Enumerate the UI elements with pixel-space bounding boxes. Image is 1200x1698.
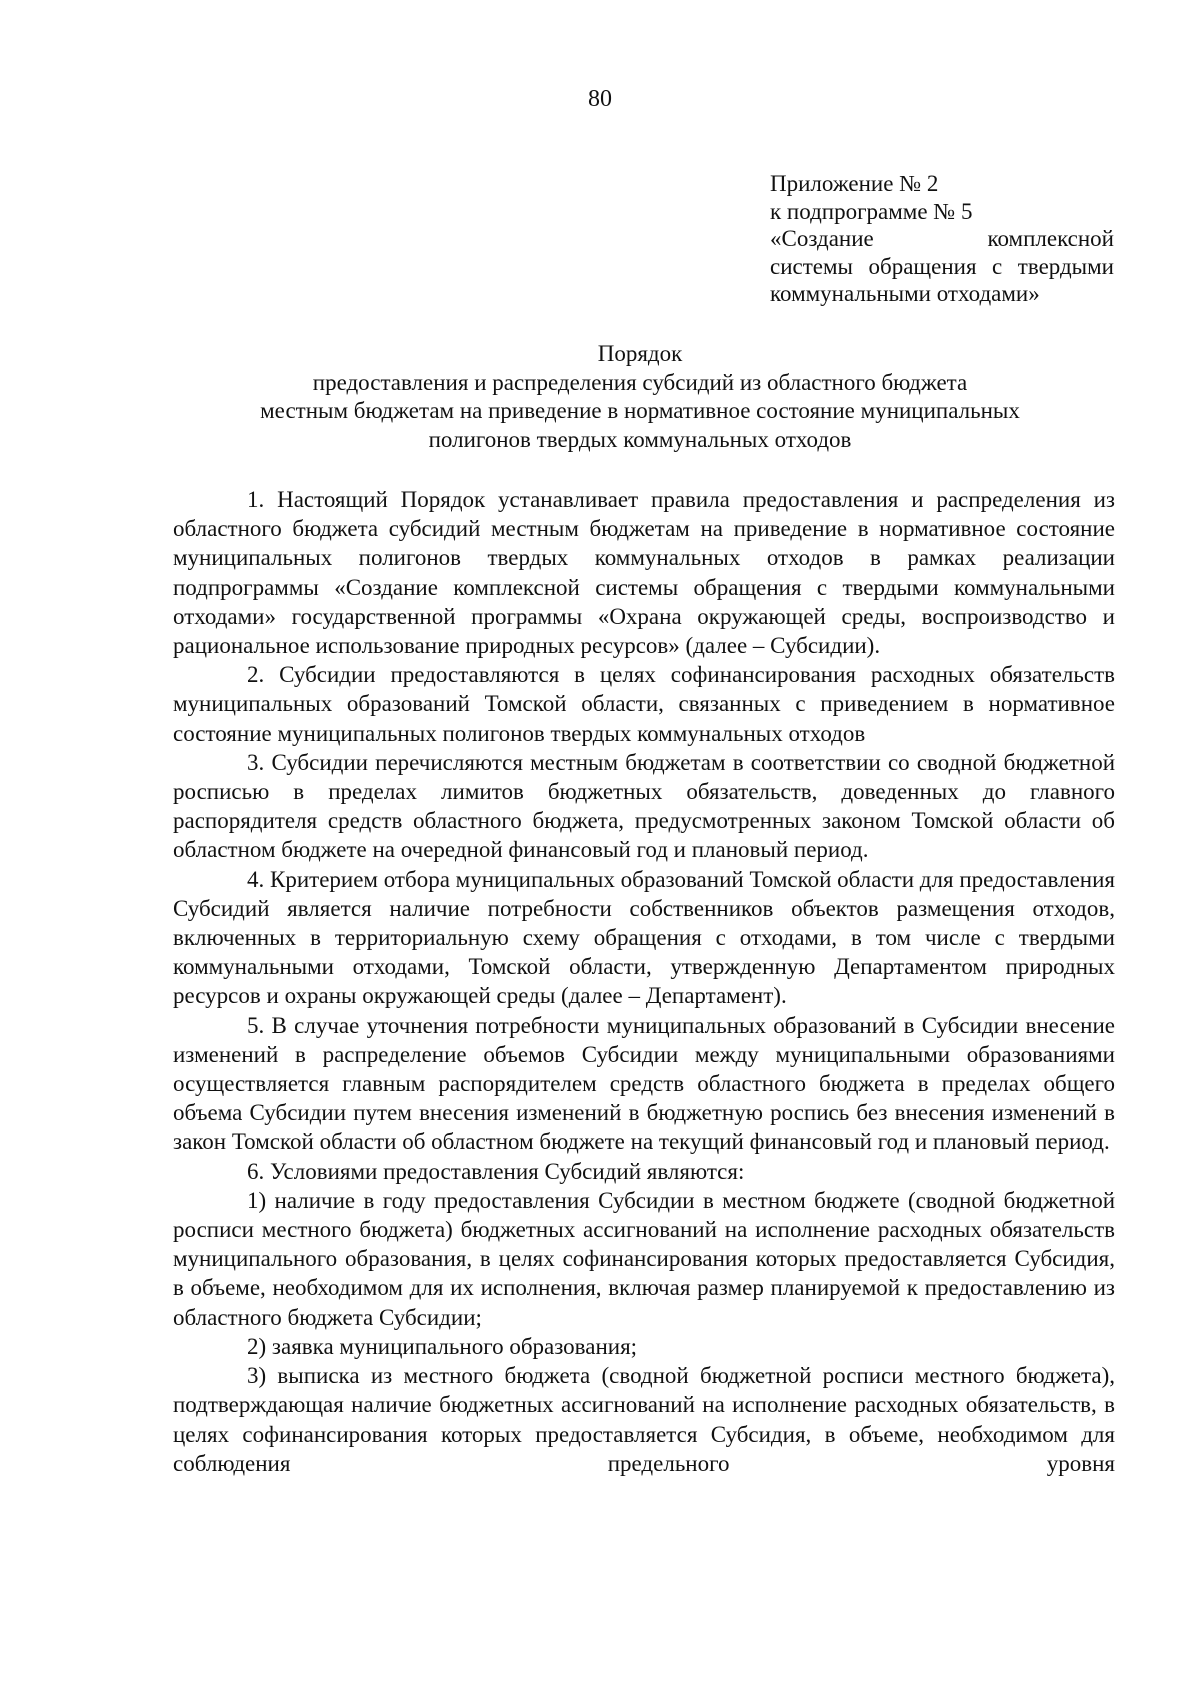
paragraph-1: 1. Настоящий Порядок устанавливает правила предоставления и распределения из областного бюджета субсидий местным бюджетам на приведение в нормативное состояние муниципальных полигонов твердых коммунальных отходов в рамках реализации подпрограммы «Создание комплексной системы обращения с твердыми коммунальными отходами» государственной программы «Охрана окружающей среды, воспроизводство и рациональное использование природных ресурсов» (далее – Субсидии). [173,487,1115,659]
paragraph-3: 3. Субсидии перечисляются местным бюджетам в соответствии со сводной бюджетной росписью в пределах лимитов бюджетных обязательств, доведенных до главного распорядителя средств областного бюджета, предусмотренных законом Томской области об областном бюджете на очередной финансовый год и плановый период. [173,749,1115,863]
title-line: Порядок [597,341,683,366]
title-line: полигонов твердых коммунальных отходов [428,426,852,452]
document-title [160,340,1120,454]
paragraph-6: 6. Условиями предоставления Субсидий являются: [247,1158,745,1184]
appendix-line: коммунальными отходами» [770,281,1040,306]
document-body [173,485,1115,1478]
paragraph-6-item-3: 3) выписка из местного бюджета (сводной бюджетной росписи местного бюджета), подтверждающая наличие бюджетных ассигнований на исполнение расходных обязательств, в целях софинансирования которых предоставляется Субсидия, в объеме, необходимом для соблюдения предельного уровня [173,1363,1115,1476]
appendix-header [770,170,1114,308]
paragraph-4: 4. Критерием отбора муниципальных образований Томской области для предоставления Субсидий является наличие потребности собственников объектов размещения отходов, включенных в территориальную схему обращения с отходами, в том числе с твердыми коммунальными отходами, Томской области, утвержденную Департаментом природных ресурсов и охраны окружающей среды (далее – Департамент). [173,866,1115,1009]
paragraph-5: 5. В случае уточнения потребности муниципальных образований в Субсидии внесение изменений в распределение объемов Субсидии между муниципальными образованиями осуществляется главным распорядителем средств областного бюджета в пределах общего объема Субсидии путем внесения изменений в бюджетную роспись без внесения изменений в закон Томской области об областном бюджете на текущий финансовый год и плановый период. [173,1012,1115,1155]
appendix-line: системы обращения с твердыми [770,253,1114,279]
paragraph-6-item-2: 2) заявка муниципального образования; [247,1333,638,1359]
paragraph-2: 2. Субсидии предоставляются в целях софинансирования расходных обязательств муниципальных образований Томской области, связанных с приведением в нормативное состояние муниципальных полигонов твердых коммунальных отходов [173,662,1115,746]
paragraph-6-item-1: 1) наличие в году предоставления Субсидии в местном бюджете (сводной бюджетной росписи местного бюджета) бюджетных ассигнований на исполнение расходных обязательств муниципального образования, в целях софинансирования которых предоставляется Субсидия, в объеме, необходимом для их исполнения, включая размер планируемой к предоставлению из областного бюджета Субсидии; [173,1187,1115,1330]
appendix-line: Приложение № 2 [770,171,939,196]
title-line: предоставления и распределения субсидий из областного бюджета [312,369,968,395]
title-line: местным бюджетам на приведение в нормативное состояние муниципальных [260,398,1020,423]
appendix-line: к подпрограмме № 5 [770,198,973,224]
appendix-line: «Создание комплексной [770,226,1114,251]
page-number: 80 [588,86,612,112]
